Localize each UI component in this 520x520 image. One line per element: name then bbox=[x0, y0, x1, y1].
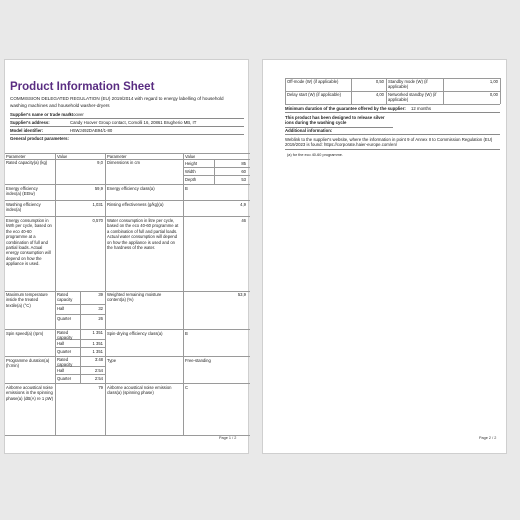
width-label: Width bbox=[185, 169, 196, 174]
document-page-1 bbox=[4, 59, 249, 454]
duration-half-label: Half bbox=[57, 368, 65, 373]
spin-speed-label: Spin speed(a) (rpm) bbox=[6, 331, 44, 336]
footnote: (a) for the eco 40-60 programme. bbox=[287, 153, 343, 157]
page-number: Page 2 / 2 bbox=[479, 436, 497, 440]
max-temp-rated-label: Rated capacity bbox=[57, 292, 73, 303]
page-number: Page 1 / 2 bbox=[219, 436, 237, 440]
duration-half-value: 2:54 bbox=[94, 368, 103, 373]
eei-value: 59,9 bbox=[94, 186, 103, 191]
additional-info-text: Weblink to the supplier's website, where the information in point 9 of Annex II to Commission Regulation (EU) 2019/2023 is found: https://corporate.haier-europe.com/en/ bbox=[285, 137, 500, 150]
height-value: 85 bbox=[241, 161, 246, 166]
duration-quarter-label: Quarter bbox=[57, 376, 72, 381]
header-value: Value bbox=[57, 154, 68, 159]
energy-consumption-value: 0,570 bbox=[92, 218, 103, 223]
rated-capacity-value: 9,0 bbox=[97, 160, 103, 165]
supplier-address-row bbox=[10, 120, 244, 127]
energy-class-value: B bbox=[185, 186, 188, 191]
eei-label: Energy efficiency index(a) (EEIw) bbox=[6, 186, 38, 197]
rinsing-effectiveness-label: Rinsing effectiveness (g/kg)(a) bbox=[107, 202, 164, 207]
model-label: Model identifier: bbox=[10, 128, 44, 133]
guarantee-label: Minimum duration of the guarantee offered by the supplier: bbox=[285, 106, 406, 111]
noise-emission-label: Airborne acoustical noise emissions in the spinning phase(a) (dB(A) re 1 pW) bbox=[6, 385, 53, 401]
supplier-name-row bbox=[10, 112, 244, 119]
max-temperature-label: Maximum temperature inside the treated textile(a) (°C) bbox=[6, 292, 48, 308]
silver-ions-notice: This product has been designed to release silver ions during the washing cycle bbox=[285, 115, 393, 128]
standby-mode-label: Standby mode (W) (if applicable) bbox=[388, 79, 428, 90]
model-identifier-row bbox=[10, 128, 244, 135]
programme-duration-label: Programme duration(a) (h:min) bbox=[6, 358, 50, 369]
width-value: 60 bbox=[241, 169, 246, 174]
supplier-address-value: Candy Hoover Group contact, Comolli 16, 20861 Brugherio MB, IT bbox=[70, 120, 197, 125]
spin-quarter-label: Quarter bbox=[57, 349, 72, 354]
water-consumption-value: 46 bbox=[241, 218, 246, 223]
spin-quarter-value: 1 351 bbox=[92, 349, 103, 354]
networked-standby-label: Networked standby (W) (if applicable) bbox=[388, 92, 437, 103]
supplier-name-label: Supplier's name or trade mark: bbox=[10, 112, 74, 117]
supplier-address-label: Supplier's address: bbox=[10, 120, 50, 125]
page-title: Product Information Sheet bbox=[10, 81, 155, 93]
additional-info-label: Additional information: bbox=[285, 128, 500, 135]
guarantee-row bbox=[285, 106, 500, 113]
washing-efficiency-label: Washing efficiency index(a) bbox=[6, 202, 41, 213]
max-temp-rated-value: 39 bbox=[98, 292, 103, 297]
spin-half-label: Half bbox=[57, 341, 65, 346]
duration-rated-value: 3:48 bbox=[94, 357, 103, 362]
dimensions-label: Dimensions in cm bbox=[107, 160, 141, 165]
noise-class-value: C bbox=[185, 385, 189, 390]
document-page-2 bbox=[262, 59, 507, 454]
standby-mode-value: 1,00 bbox=[489, 79, 498, 84]
energy-class-label: Energy efficiency class(a) bbox=[107, 186, 155, 191]
spin-rated-label: Rated capacity bbox=[57, 330, 73, 341]
max-temp-quarter-label: Quarter bbox=[57, 316, 72, 321]
spin-class-value: B bbox=[185, 331, 188, 336]
guarantee-value: 12 months bbox=[411, 106, 432, 111]
energy-consumption-label: Energy consumption in kWh per cycle, based on the eco 40-60 programme at a combination of full and partial loads. Actual energy consumption will depend on how the appliance is used. bbox=[6, 218, 52, 266]
general-params-label: General product parameters: bbox=[10, 136, 69, 141]
type-value: Free-standing bbox=[185, 358, 211, 363]
spin-class-label: Spin-drying efficiency class(a) bbox=[107, 331, 163, 336]
depth-label: Depth bbox=[185, 177, 197, 182]
spin-rated-value: 1 351 bbox=[92, 330, 103, 335]
max-temp-half-value: 32 bbox=[98, 306, 103, 311]
networked-standby-value: 0,00 bbox=[489, 92, 498, 97]
off-mode-value: 0,50 bbox=[375, 79, 384, 84]
noise-class-label: Airborne acoustical noise emission class(a) (spinning phase) bbox=[107, 385, 172, 396]
max-temp-half-label: Half bbox=[57, 306, 65, 311]
header-parameter: Parameter bbox=[6, 154, 26, 159]
duration-quarter-value: 2:54 bbox=[94, 376, 103, 381]
moisture-label: Weighted remaining moisture content(a) (%) bbox=[107, 292, 162, 303]
washing-efficiency-value: 1,031 bbox=[92, 202, 103, 207]
moisture-value: 53,9 bbox=[237, 292, 246, 297]
depth-value: 53 bbox=[241, 177, 246, 182]
off-mode-label: Off-mode (W) (if applicable) bbox=[287, 79, 339, 84]
rinsing-effectiveness-value: 4,9 bbox=[240, 202, 246, 207]
supplier-name-value: Hoover bbox=[70, 112, 84, 117]
noise-emission-value: 79 bbox=[98, 385, 103, 390]
spin-half-value: 1 351 bbox=[92, 341, 103, 346]
delay-start-value: 4,00 bbox=[375, 92, 384, 97]
water-consumption-label: Water consumption in litre per cycle, based on the eco 40-60 programme at a combination of full and partial loads. Actual water consumption will depend on how the appliance is used and on the hardness of the water. bbox=[107, 218, 179, 250]
header-parameter-2: Parameter bbox=[107, 154, 127, 159]
regulation-text: COMMISSION DELEGATED REGULATION (EU) 2019/2014 with regard to energy labelling of household washing machines and household washer-dryers bbox=[10, 96, 224, 108]
delay-start-label: Delay start (W) (if applicable) bbox=[287, 92, 341, 97]
rated-capacity-label: Rated capacity(a) (kg) bbox=[6, 160, 48, 165]
type-label: Type bbox=[107, 358, 117, 363]
duration-rated-label: Rated capacity bbox=[57, 357, 73, 368]
general-params-row bbox=[10, 136, 244, 142]
max-temp-quarter-value: 26 bbox=[98, 316, 103, 321]
model-value: H5WJ492DAB94/1-80 bbox=[70, 128, 113, 133]
height-label: Height bbox=[185, 161, 198, 166]
header-value-2: Value bbox=[185, 154, 196, 159]
